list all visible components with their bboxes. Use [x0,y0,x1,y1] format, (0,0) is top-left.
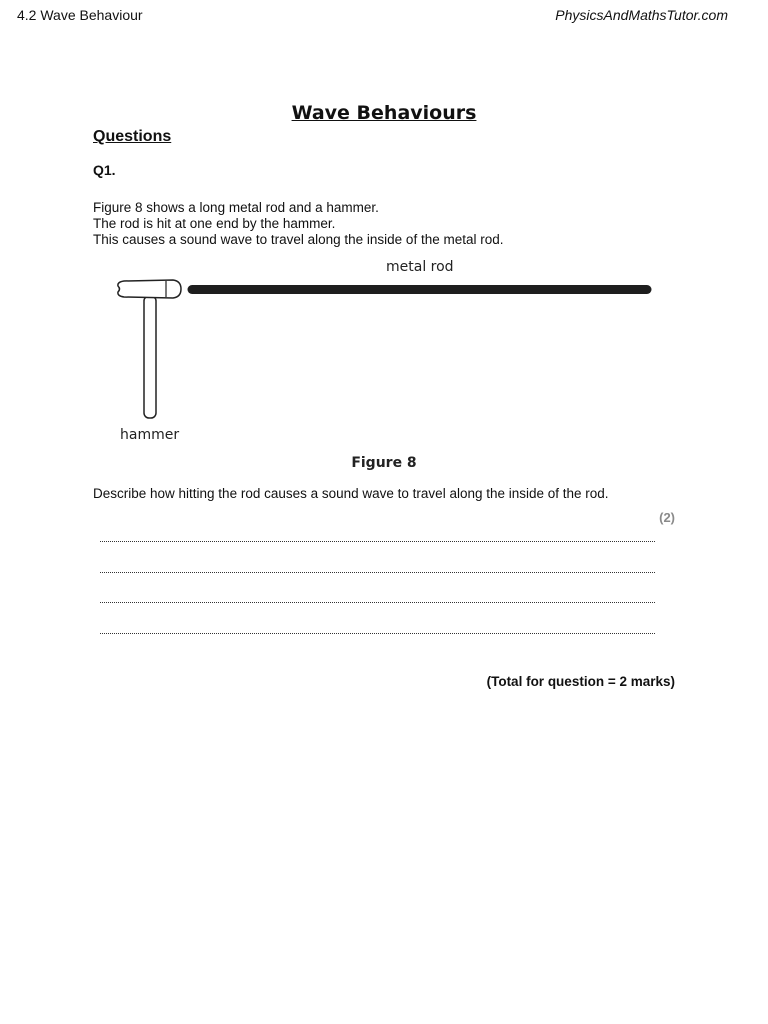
header-topic: 4.2 Wave Behaviour [17,7,143,23]
answer-line-1[interactable] [100,541,655,542]
rod-label: metal rod [386,259,454,275]
answer-line-3[interactable] [100,602,655,603]
section-heading: Questions [93,128,172,145]
answer-line-2[interactable] [100,572,655,573]
figure-caption: Figure 8 [351,455,417,471]
intro-line: Figure 8 shows a long metal rod and a hammer. [93,200,379,215]
page-title: Wave Behaviours [291,102,477,124]
hammer-head [118,280,181,298]
total-marks: (Total for question = 2 marks) [486,674,675,689]
hammer-handle [144,296,156,418]
figure-8-diagram [0,0,768,460]
answer-line-4[interactable] [100,633,655,634]
hammer-label: hammer [120,427,180,443]
intro-line: The rod is hit at one end by the hammer. [93,216,336,231]
marks-label: (2) [659,510,675,525]
intro-line: This causes a sound wave to travel along the inside of the metal rod. [93,232,504,247]
header-source: PhysicsAndMathsTutor.com [555,7,728,23]
question-prompt: Describe how hitting the rod causes a sound wave to travel along the inside of the rod. [93,486,609,501]
question-number: Q1. [93,162,116,178]
